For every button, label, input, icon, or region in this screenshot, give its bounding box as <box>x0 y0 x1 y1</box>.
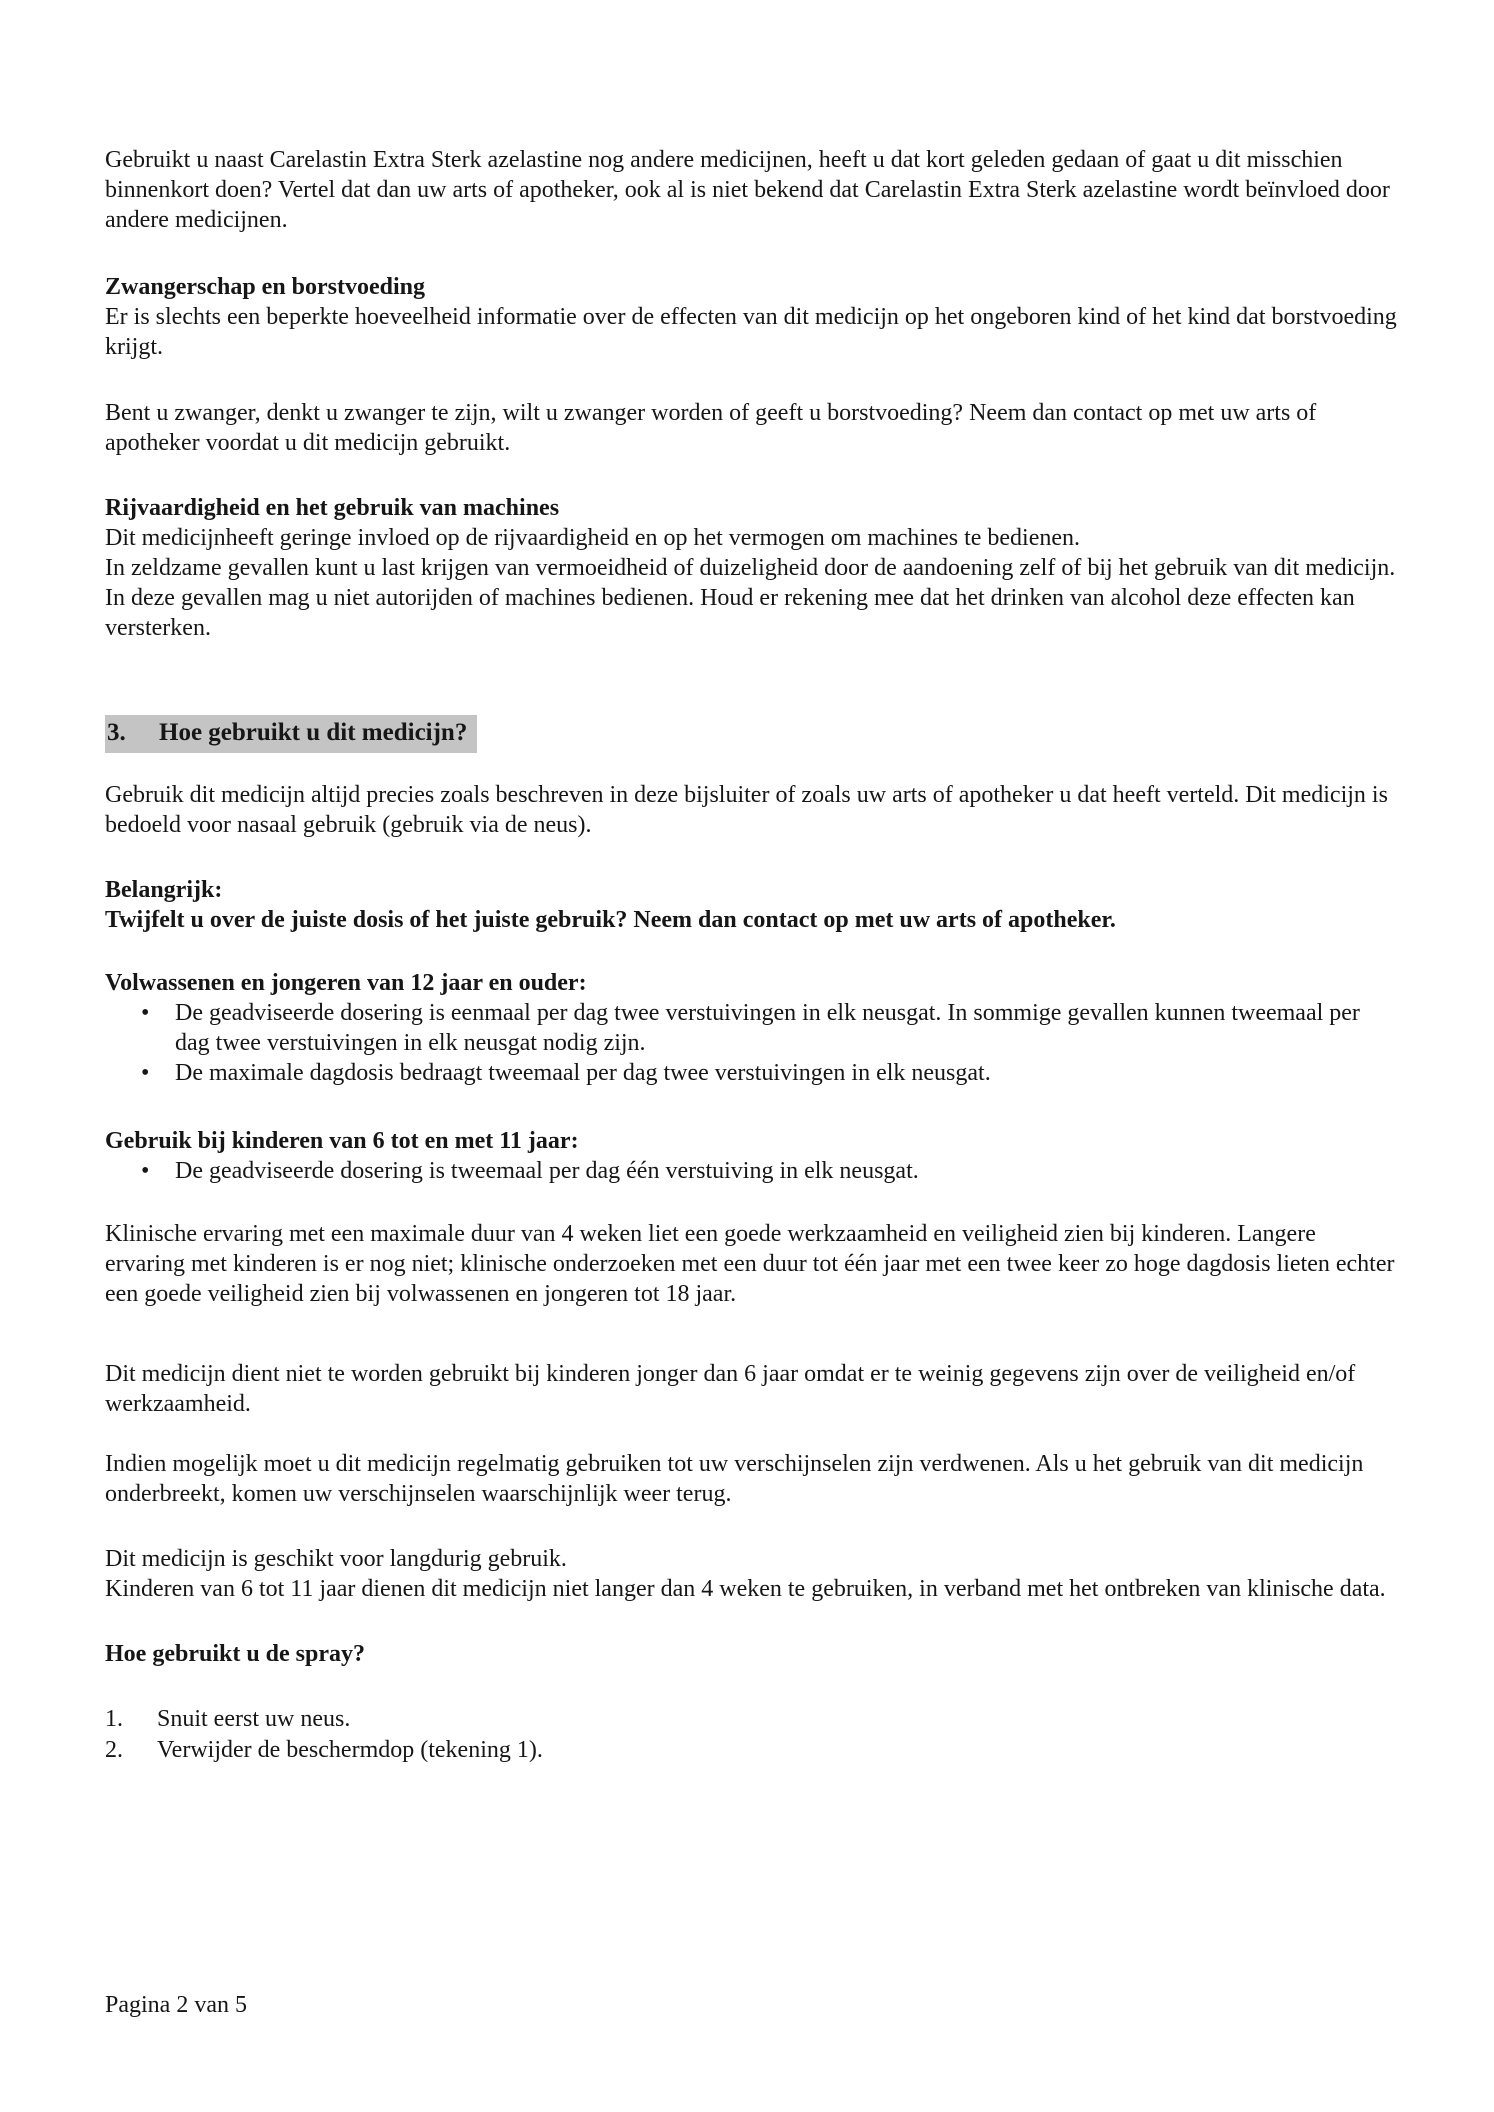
heading-pregnancy: Zwangerschap en borstvoeding <box>105 274 426 300</box>
paragraph-longterm-line1: Dit medicijn is geschikt voor langdurig gebruik. <box>105 1546 567 1572</box>
step-text: Verwijder de beschermdop (tekening 1). <box>157 1737 543 1763</box>
paragraph-longterm-line2: Kinderen van 6 tot 11 jaar dienen dit medicijn niet langer dan 4 weken te gebruiken, in verband met het ontbreken van klinische data. <box>105 1576 1386 1602</box>
spray-step <box>105 1735 1397 1765</box>
paragraph-pregnancy-info: Er is slechts een beperkte hoeveelheid informatie over de effecten van dit medicijn op het ongeboren kind of het kind dat borstvoeding krijgt. <box>105 304 1397 360</box>
step-number: 2. <box>105 1737 123 1763</box>
heading-children-dosage: Gebruik bij kinderen van 6 tot en met 11 jaar: <box>105 1128 579 1154</box>
heading-driving: Rijvaardigheid en het gebruik van machines <box>105 495 560 521</box>
page-footer: Pagina 2 van 5 <box>105 1992 247 2018</box>
step-number: 1. <box>105 1706 123 1732</box>
heading-adults-dosage: Volwassenen en jongeren van 12 jaar en ouder: <box>105 970 587 996</box>
list-item: • De geadviseerde dosering is eenmaal per dag twee verstuivingen in elk neusgat. In sommige gevallen kunnen tweemaal per dag twee verstuivingen in elk neusgat nodig zijn. <box>105 998 1397 1058</box>
paragraph-regular-use: Indien mogelijk moet u dit medicijn regelmatig gebruiken tot uw verschijnselen zijn verdwenen. Als u het gebruik van dit medicijn onderbreekt, komen uw verschijnselen waarschijnlijk weer terug. <box>105 1451 1364 1507</box>
adults-dosage-list <box>105 998 1397 1088</box>
paragraph-usage-intro: Gebruik dit medicijn altijd precies zoals beschreven in deze bijsluiter of zoals uw arts of apotheker u dat heeft verteld. Dit medicijn is bedoeld voor nasaal gebruik (gebruik via de neus). <box>105 782 1388 838</box>
paragraph-pregnancy-contact: Bent u zwanger, denkt u zwanger te zijn, wilt u zwanger worden of geeft u borstvoeding? Neem dan contact op met uw arts of apotheker voordat u dit medicijn gebruikt. <box>105 400 1317 456</box>
paragraph-clinical-experience: Klinische ervaring met een maximale duur van 4 weken liet een goede werkzaamheid en veiligheid zien bij kinderen. Langere ervaring met kinderen is er nog niet; klinische onderzoeken met een duur tot één jaar met een twee keer zo hoge dagdosis lieten echter een goede veiligheid zien bij volwassenen en jongeren tot 18 jaar. <box>105 1221 1395 1307</box>
paragraph-driving-details: In zeldzame gevallen kunt u last krijgen van vermoeidheid of duizeligheid door de aandoening zelf of bij het gebruik van dit medicijn. In deze gevallen mag u niet autorijden of machines bedienen. Houd er rekening mee dat het drinken van alcohol deze effecten kan versterken. <box>105 555 1396 641</box>
paragraph-under-6-warning: Dit medicijn dient niet te worden gebruikt bij kinderen jonger dan 6 jaar omdat er te weinig gegevens zijn over de veiligheid en/of werkzaamheid. <box>105 1361 1356 1417</box>
list-item: • De geadviseerde dosering is tweemaal per dag één verstuiving in elk neusgat. <box>105 1156 1397 1186</box>
label-important: Belangrijk: <box>105 877 223 903</box>
section-3-heading <box>105 715 477 753</box>
page-body-text <box>105 145 1397 1765</box>
section-3-number: 3. <box>107 719 126 746</box>
heading-spray-usage: Hoe gebruikt u de spray? <box>105 1641 366 1667</box>
section-3-title: Hoe gebruikt u dit medicijn? <box>159 719 468 746</box>
paragraph-important-text: Twijfelt u over de juiste dosis of het juiste gebruik? Neem dan contact op met uw arts of apotheker. <box>105 907 1116 933</box>
spray-steps-list <box>105 1704 1397 1765</box>
children-dosage-list <box>105 1156 1397 1186</box>
list-item: • De maximale dagdosis bedraagt tweemaal per dag twee verstuivingen in elk neusgat. <box>105 1058 1397 1088</box>
paragraph-driving-line1: Dit medicijnheeft geringe invloed op de rijvaardigheid en op het vermogen om machines te bedienen. <box>105 525 1081 551</box>
paragraph-other-medicines: Gebruikt u naast Carelastin Extra Sterk azelastine nog andere medicijnen, heeft u dat kort geleden gedaan of gaat u dit misschien binnenkort doen? Vertel dat dan uw arts of apotheker, ook al is niet bekend dat Carelastin Extra Sterk azelastine wordt beïnvloed door andere medicijnen. <box>105 147 1390 233</box>
spray-step <box>105 1704 1397 1734</box>
step-text: Snuit eerst uw neus. <box>157 1706 351 1732</box>
